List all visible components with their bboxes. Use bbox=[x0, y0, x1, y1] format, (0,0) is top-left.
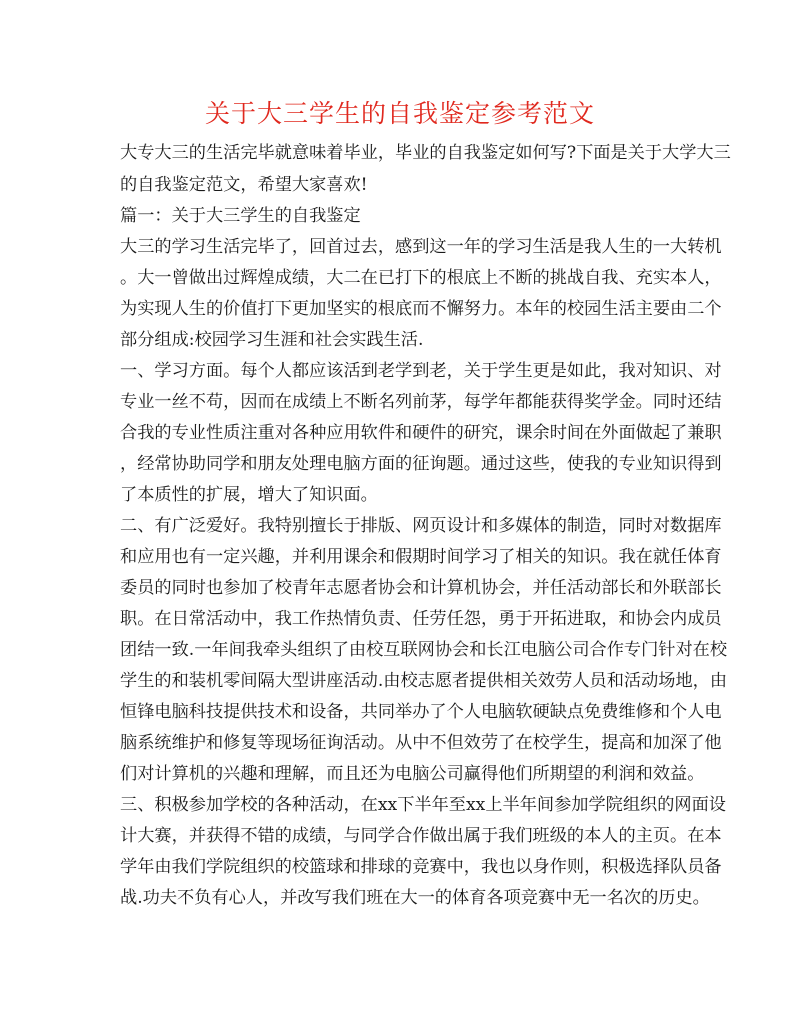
text-line: 为实现人生的价值打下更加坚实的根底而不懈努力。本年的校园生活主要由二个 bbox=[120, 299, 722, 319]
text-line: 职。在日常活动中，我工作热情负责、任劳任怨，勇于开拓进取，和协会内成员 bbox=[120, 609, 722, 629]
text-line: 学年由我们学院组织的校篮球和排球的竞赛中，我也以身作则，积极选择队员备 bbox=[120, 857, 722, 877]
text-line: 大三的学习生活完毕了，回首过去，感到这一年的学习生活是我人生的一大转机 bbox=[120, 237, 722, 257]
text-line: 委员的同时也参加了校青年志愿者协会和计算机协会，并任活动部长和外联部长 bbox=[120, 578, 722, 598]
text-line: 学生的和装机零间隔大型讲座活动.由校志愿者提供相关效劳人员和活动场地，由 bbox=[120, 671, 728, 691]
text-line: 的自我鉴定范文，希望大家喜欢! bbox=[120, 175, 368, 195]
text-line: 合我的专业性质注重对各种应用软件和硬件的研究，课余时间在外面做起了兼职 bbox=[120, 423, 722, 443]
text-line: 脑系统维护和修复等现场征询活动。从中不但效劳了在校学生，提高和加深了他 bbox=[120, 733, 722, 753]
text-line: 和应用也有一定兴趣，并利用课余和假期时间学习了相关的知识。我在就任体育 bbox=[120, 547, 722, 567]
text-line: 了本质性的扩展，增大了知识面。 bbox=[120, 485, 378, 505]
text-line: 一、学习方面。每个人都应该活到老学到老，关于学生更是如此，我对知识、对 bbox=[120, 361, 722, 381]
text-line: 团结一致.一年间我牵头组织了由校互联网协会和长江电脑公司合作专门针对在校 bbox=[120, 640, 728, 660]
text-line: 三、积极参加学校的各种活动，在xx下半年至xx上半年间参加学院组织的网面设 bbox=[120, 795, 726, 815]
text-line: 专业一丝不苟，因而在成绩上不断名列前茅，每学年都能获得奖学金。同时还结 bbox=[120, 392, 722, 412]
text-line: 。大一曾做出过辉煌成绩，大二在已打下的根底上不断的挑战自我、充实本人， bbox=[120, 268, 722, 288]
text-line: 二、有广泛爱好。我特别擅长于排版、网页设计和多媒体的制造，同时对数据库 bbox=[120, 516, 722, 536]
text-line: 们对计算机的兴趣和理解，而且还为电脑公司赢得他们所期望的利润和效益。 bbox=[120, 764, 705, 784]
text-line: 计大赛，并获得不错的成绩，与同学合作做出属于我们班级的本人的主页。在本 bbox=[120, 826, 722, 846]
text-line: 部分组成:校园学习生涯和社会实践生活. bbox=[120, 330, 424, 350]
text-line: 大专大三的生活完毕就意味着毕业，毕业的自我鉴定如何写?下面是关于大学大三 bbox=[120, 143, 731, 163]
text-line: 战.功夫不负有心人，并改写我们班在大一的体育各项竞赛中无一名次的历史。 bbox=[120, 888, 710, 908]
section-heading: 篇一：关于大三学生的自我鉴定 bbox=[120, 206, 361, 226]
text-line: 恒锋电脑科技提供技术和设备，共同举办了个人电脑软硬缺点免费维修和个人电 bbox=[120, 702, 722, 722]
text-line: ，经常协助同学和朋友处理电脑方面的征询题。通过这些，使我的专业知识得到 bbox=[120, 454, 722, 474]
document-title: 关于大三学生的自我鉴定参考范文 bbox=[204, 99, 595, 128]
